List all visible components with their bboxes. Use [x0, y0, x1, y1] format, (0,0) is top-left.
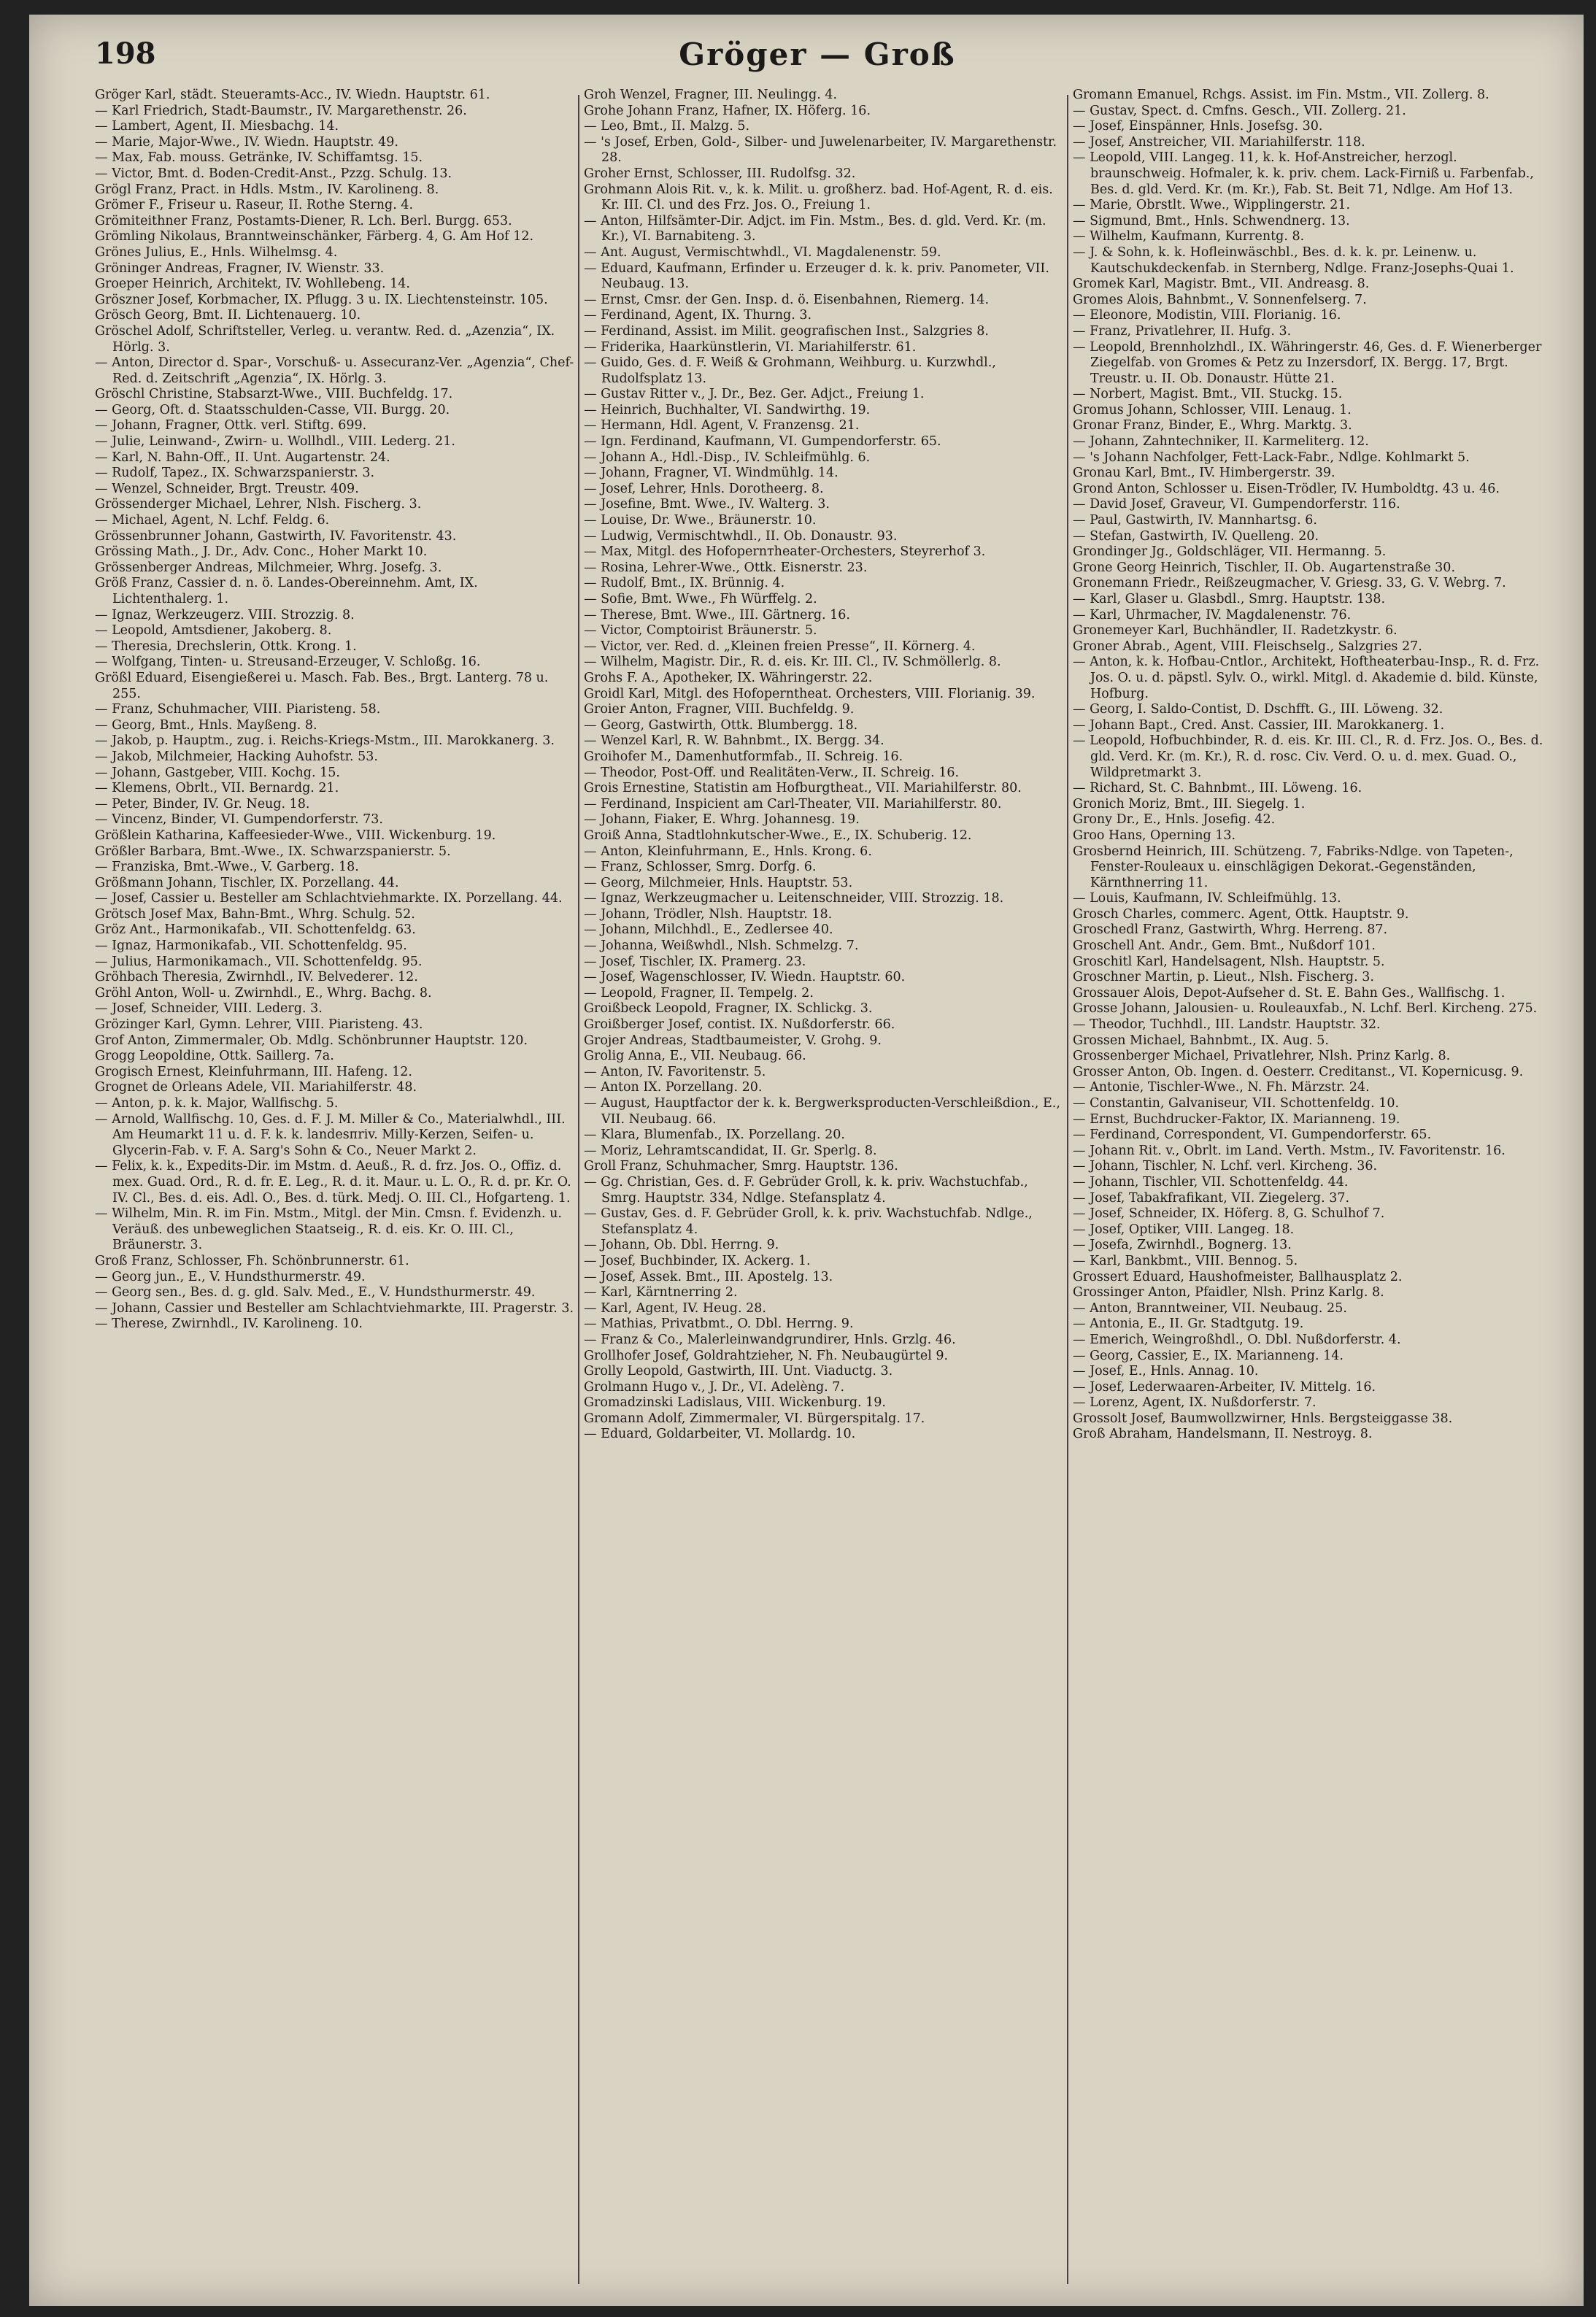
directory-entry: — Jakob, p. Hauptm., zug. i. Reichs-Kriegs-Mstm., III. Marokkanerg. 3. [95, 733, 555, 749]
directory-entry: Gromus Johann, Schlosser, VIII. Lenaug. 1. [1073, 402, 1352, 417]
directory-entry: — Anton, p. k. k. Major, Wallfischg. 5. [95, 1096, 339, 1111]
directory-entry: Grözinger Karl, Gymn. Lehrer, VIII. Piaristeng. 43. [95, 1017, 423, 1033]
directory-entry: — Johann A., Hdl.-Disp., IV. Schleifmühlg. 6. [584, 450, 871, 465]
page-number: 198 [95, 36, 156, 71]
directory-entry: — Klemens, Obrlt., VII. Bernardg. 21. [95, 781, 339, 796]
directory-entry: Grössenberger Andreas, Milchmeier, Whrg. Josefg. 3. [95, 560, 442, 575]
directory-entry: — Josef, Assek. Bmt., III. Apostelg. 13. [584, 1269, 833, 1284]
directory-entry: — Wilhelm, Kaufmann, Kurrentg. 8. [1073, 229, 1305, 244]
directory-entry: — Johann, Gastgeber, VIII. Kochg. 15. [95, 765, 340, 780]
directory-entry: — Georg, I. Saldo-Contist, D. Dschfft. G., III. Löweng. 32. [1073, 702, 1443, 717]
directory-entry: — Rosina, Lehrer-Wwe., Ottk. Eisnerstr. 23. [584, 560, 868, 575]
directory-entry: — Leo, Bmt., II. Malzg. 5. [584, 119, 750, 134]
directory-entry: — Josef, Schneider, IX. Höferg. 8, G. Schulhof 7. [1073, 1206, 1385, 1222]
directory-entry: — Hermann, Hdl. Agent, V. Franzensg. 21. [584, 418, 860, 433]
directory-entry: Gronemeyer Karl, Buchhändler, II. Radetzkystr. 6. [1073, 623, 1398, 639]
directory-entry: — Therese, Zwirnhdl., IV. Karolineng. 10. [95, 1316, 363, 1332]
directory-entry: — Peter, Binder, IV. Gr. Neug. 18. [95, 796, 310, 811]
directory-entry: — Wilhelm, Min. R. im Fin. Mstm., Mitgl. der Min. Cmsn. f. Evidenzh. u. Veräuß. des unbeweglichen Staatseig., R. d. eis. Kr. O. III. Cl., Bräunerstr. 3. [95, 1206, 562, 1253]
directory-entry: — Georg, Oft. d. Staatsschulden-Casse, VII. Burgg. 20. [95, 402, 450, 417]
directory-entry: Grossen Michael, Bahnbmt., IX. Aug. 5. [1073, 1033, 1329, 1048]
directory-entry: — Ferdinand, Correspondent, VI. Gumpendorferstr. 65. [1073, 1127, 1432, 1143]
directory-entry: — Leopold, Fragner, II. Tempelg. 2. [584, 985, 814, 1001]
directory-entry: Grömiteithner Franz, Postamts-Diener, R. Lch. Berl. Burgg. 653. [95, 213, 512, 228]
directory-entry: — Johann, Tischler, VII. Schottenfeldg. 44. [1073, 1174, 1349, 1190]
directory-entry: Gromann Adolf, Zimmermaler, VI. Bürgerspitalg. 17. [584, 1411, 925, 1426]
directory-entry: — Anton, IV. Favoritenstr. 5. [584, 1064, 766, 1079]
directory-entry: — Max, Fab. mouss. Getränke, IV. Schiffamtsg. 15. [95, 150, 423, 166]
directory-entry: — Paul, Gastwirth, IV. Mannhartsg. 6. [1073, 513, 1317, 528]
directory-entry: Groß Abraham, Handelsmann, II. Nestroyg. 8. [1073, 1427, 1373, 1442]
directory-entry: — Leopold, Hofbuchbinder, R. d. eis. Kr. III. Cl., R. d. Frz. Jos. O., Bes. d. gld. Verd. Kr. (m. Kr.), R. d. rosc. Civ. Verd. O. u. d. mex. Guad. O., Wildpretmarkt 3. [1073, 733, 1543, 780]
directory-entry: Grohe Johann Franz, Hafner, IX. Höferg. 16. [584, 103, 871, 118]
directory-entry: — Franz, Privatlehrer, II. Hufg. 3. [1073, 323, 1292, 339]
directory-entry: Grötsch Josef Max, Bahn-Bmt., Whrg. Schulg. 52. [95, 906, 415, 922]
directory-entry: Grogg Leopoldine, Ottk. Saillerg. 7a. [95, 1049, 334, 1064]
directory-entry: — Constantin, Galvaniseur, VII. Schottenfeldg. 10. [1073, 1096, 1400, 1111]
directory-entry: — Franziska, Bmt.-Wwe., V. Garberg. 18. [95, 860, 359, 875]
directory-entry: — Richard, St. C. Bahnbmt., III. Löweng. 16. [1073, 781, 1362, 796]
directory-entry: — Karl, Agent, IV. Heug. 28. [584, 1300, 766, 1316]
directory-entry: Grossinger Anton, Pfaidler, Nlsh. Prinz Karlg. 8. [1073, 1285, 1384, 1300]
directory-entry: Groißberger Josef, contist. IX. Nußdorferstr. 66. [584, 1017, 895, 1033]
directory-entry: — Ignaz, Werkzeugerz. VIII. Strozzig. 8. [95, 607, 355, 622]
page-title: Gröger — Groß [679, 36, 956, 72]
directory-entry: Größ Franz, Cassier d. n. ö. Landes-Obereinnehm. Amt, IX. Lichtenthalerg. 1. [95, 576, 478, 606]
directory-entry: — Josef, Cassier u. Besteller am Schlachtviehmarkte. IX. Porzellang. 44. [95, 891, 563, 906]
directory-entry: Gromann Emanuel, Rchgs. Assist. im Fin. Mstm., VII. Zollerg. 8. [1073, 88, 1489, 102]
directory-entry: — Georg, Gastwirth, Ottk. Blumbergg. 18. [584, 717, 858, 733]
directory-entry: — Lambert, Agent, II. Miesbachg. 14. [95, 119, 339, 134]
directory-entry: — Josef, Schneider, VIII. Lederg. 3. [95, 1001, 323, 1017]
directory-entry: — Emerich, Weingroßhdl., O. Dbl. Nußdorferstr. 4. [1073, 1332, 1401, 1347]
directory-entry: — Karl, Glaser u. Glasbdl., Smrg. Hauptstr. 138. [1073, 592, 1386, 606]
directory-entry: — Josef, Einspänner, Hnls. Josefsg. 30. [1073, 119, 1323, 134]
directory-entry: — Michael, Agent, N. Lchf. Feldg. 6. [95, 513, 330, 528]
directory-entry: — Josef, E., Hnls. Annag. 10. [1073, 1364, 1259, 1379]
directory-entry: — Klara, Blumenfab., IX. Porzellang. 20. [584, 1127, 845, 1143]
directory-page [29, 15, 1584, 2306]
directory-entry: — Guido, Ges. d. F. Weiß & Grohmann, Weihburg. u. Kurzwhdl., Rudolfsplatz 13. [584, 355, 996, 386]
directory-entry: Groiß Anna, Stadtlohnkutscher-Wwe., E., IX. Schuberig. 12. [584, 828, 972, 843]
directory-entry: — J. & Sohn, k. k. Hofleinwäschbl., Bes. d. k. k. pr. Leinenw. u. Kautschukdeckenfab. in Sternberg, Ndlge. Franz-Josephs-Quai 1. [1073, 244, 1514, 276]
directory-entry: Gröz Ant., Harmonikafab., VII. Schottenfeldg. 63. [95, 922, 416, 938]
directory-entry: — Max, Mitgl. des Hofopernтheater-Orchesters, Steyrerhof 3. [584, 544, 986, 560]
directory-entry: — Ernst, Cmsr. der Gen. Insp. d. ö. Eisenbahnen, Riemerg. 14. [584, 292, 990, 307]
directory-entry: — Leopold, Brennholzhdl., IX. Währingerstr. 46, Ges. d. F. Wienerberger Ziegelfab. von Gromes & Petz zu Inzersdorf, IX. Bergg. 17, Brgt. Treustr. u. II. Ob. Donaustr. Hütte 21. [1073, 339, 1542, 386]
directory-entry: — Anton, Branntweiner, VII. Neubaug. 25. [1073, 1300, 1347, 1316]
directory-entry: Gröninger Andreas, Fragner, IV. Wienstr. 33. [95, 261, 385, 276]
directory-entry: Grosse Johann, Jalousien- u. Rouleauxfab., N. Lchf. Berl. Kircheng. 275. [1073, 1001, 1538, 1017]
directory-entry: Grolly Leopold, Gastwirth, III. Unt. Viaductg. 3. [584, 1364, 893, 1379]
directory-entry: Grolmann Hugo v., J. Dr., VI. Adelèng. 7. [584, 1379, 845, 1395]
directory-entry: Grössing Math., J. Dr., Adv. Conc., Hoher Markt 10. [95, 544, 428, 560]
directory-entry: — Victor, ver. Red. d. „Kleinen freien Presse“, II. Körnerg. 4. [584, 639, 976, 654]
directory-entry: — Ernst, Buchdrucker-Faktor, IX. Marianneng. 19. [1073, 1111, 1400, 1127]
directory-entry: — Karl Friedrich, Stadt-Baumstr., IV. Margarethenstr. 26. [95, 103, 467, 118]
directory-entry: — Ign. Ferdinand, Kaufmann, VI. Gumpendorferstr. 65. [584, 434, 941, 450]
directory-entry: Groihofer M., Damenhutformfab., II. Schreig. 16. [584, 749, 903, 764]
directory-entry: — Anton, Hilfsämter-Dir. Adjct. im Fin. Mstm., Bes. d. gld. Verd. Kr. (m. Kr.), VI. Barnabiteng. 3. [584, 213, 1046, 244]
directory-entry: Groll Franz, Schuhmacher, Smrg. Hauptstr. 136. [584, 1159, 898, 1174]
directory-entry: Groo Hans, Operning 13. [1073, 828, 1236, 843]
directory-entry: Groner Abrab., Agent, VIII. Fleischselg., Salzgries 27. [1073, 639, 1422, 654]
directory-entry: — Eleonore, Modistin, VIII. Florianig. 16. [1073, 308, 1341, 323]
directory-entry: — Rudolf, Bmt., IX. Brünnig. 4. [584, 576, 785, 591]
directory-entry: — Josef, Tabakfrafikant, VII. Ziegelerg. 37. [1073, 1190, 1350, 1206]
directory-entry: — Theodor, Post-Off. und Realitäten-Verw., II. Schreig. 16. [584, 765, 960, 780]
directory-entry: Grösch Georg, Bmt. II. Lichtenauerg. 10. [95, 308, 361, 323]
column-3 [1073, 88, 1554, 2291]
directory-entry: Gröhbach Theresia, Zwirnhdl., IV. Belvederег. 12. [95, 970, 418, 985]
directory-entry: Grogisch Ernest, Kleinfuhrmann, III. Hafeng. 12. [95, 1064, 412, 1079]
directory-entry: Grömer F., Friseur u. Raseur, II. Rothe Sterng. 4. [95, 198, 414, 213]
directory-entry: — Josefine, Bmt. Wwe., IV. Walterg. 3. [584, 497, 830, 512]
directory-entry: — Johann, Fragner, Ottk. verl. Stiftg. 699. [95, 418, 367, 433]
directory-entry: Groh Wenzel, Fragner, III. Neulingg. 4. [584, 88, 838, 102]
directory-entry: — Therese, Bmt. Wwe., III. Gärtnerg. 16. [584, 607, 850, 622]
directory-entry: Grossenberger Michael, Privatlehrer, Nlsh. Prinz Karlg. 8. [1073, 1049, 1451, 1064]
directory-entry: — Karl, Uhrmacher, IV. Magdalenenstr. 76. [1073, 607, 1352, 622]
directory-entry: Gronau Karl, Bmt., IV. Himbergerstr. 39. [1073, 466, 1335, 481]
directory-entry: — Johann, Fragner, VI. Windmühlg. 14. [584, 466, 839, 481]
directory-entry: Groschner Martin, p. Lieut., Nlsh. Fischerg. 3. [1073, 970, 1374, 985]
directory-entry: — Anton IX. Porzellang. 20. [584, 1080, 763, 1095]
directory-entry: Grony Dr., E., Hnls. Josefig. 42. [1073, 812, 1276, 828]
directory-entry: — Josef, Anstreicher, VII. Mariahilferstr. 118. [1073, 134, 1365, 150]
directory-entry: Größmann Johann, Tischler, IX. Porzellang. 44. [95, 875, 399, 890]
directory-entry: — Jakob, Milchmeier, Hacking Auhofstr. 53. [95, 749, 378, 764]
directory-entry: — Ant. August, Vermischtwhdl., VI. Magdalenenstr. 59. [584, 244, 941, 260]
directory-entry: Grone Georg Heinrich, Tischler, II. Ob. Augartenstraße 30. [1073, 560, 1456, 575]
directory-entry: — Julius, Harmonikamach., VII. Schottenfeldg. 95. [95, 954, 423, 969]
directory-entry: — Georg jun., E., V. Hundsthurmerstr. 49. [95, 1269, 366, 1284]
directory-entry: — Leopold, Amtsdiener, Jakoberg. 8. [95, 623, 332, 639]
directory-entry: Grössenderger Michael, Lehrer, Nlsh. Fischerg. 3. [95, 497, 422, 512]
directory-entry: — Josef, Lehrer, Hnls. Dorotheerg. 8. [584, 481, 824, 496]
directory-entry: — Arnold, Wallfischg. 10, Ges. d. F. J. M. Miller & Co., Materialwhdl., III. Am Heumarkt 11 u. d. F. k. k. landesпriv. Milly-Kerzen, Seifen- u. Glycerin-Fab. v. F. A. Sarg's Sohn & Co., Neuer Markt 2. [95, 1111, 566, 1158]
directory-entry: — Lorenz, Agent, IX. Nußdorferstr. 7. [1073, 1395, 1316, 1411]
directory-entry: Groidl Karl, Mitgl. des Hofoperntheat. Orchesters, VIII. Florianig. 39. [584, 686, 1036, 701]
column-1 [95, 88, 577, 2291]
directory-entry: — Sofie, Bmt. Wwe., Fh Würffelg. 2. [584, 592, 817, 606]
column-2 [584, 88, 1065, 2291]
directory-entry: Groschitl Karl, Handelsagent, Nlsh. Hauptstr. 5. [1073, 954, 1385, 969]
directory-entry: Gronich Moriz, Bmt., III. Siegelg. 1. [1073, 796, 1306, 811]
directory-entry: — Marie, Obrstlt. Wwe., Wipplingerstr. 21. [1073, 198, 1351, 213]
directory-entry: — Gustav Ritter v., J. Dr., Bez. Ger. Adjct., Freiung 1. [584, 387, 925, 402]
directory-entry: Groher Ernst, Schlosser, III. Rudolfsg. 32. [584, 166, 856, 181]
directory-entry: Grössenbrunner Johann, Gastwirth, IV. Favoritenstr. 43. [95, 528, 457, 544]
directory-entry: Größler Barbara, Bmt.-Wwe., IX. Schwarzspanierstr. 5. [95, 844, 451, 859]
directory-entry: Grondinger Jg., Goldschläger, VII. Hermanng. 5. [1073, 544, 1387, 560]
directory-entry: — Anton, Director d. Spar-, Vorschuß- u. Assecuranz-Ver. „Agenzia“, Chef-Red. d. Zeitschrift „Agenzia“, IX. Hörlg. 3. [95, 355, 574, 386]
directory-entry: Grömling Nikolaus, Branntweinschänker, Färberg. 4, G. Am Hof 12. [95, 229, 534, 244]
directory-entry: — Norbert, Magist. Bmt., VII. Stuckg. 15. [1073, 387, 1343, 402]
directory-entry: Gromadzinski Ladislaus, VIII. Wickenburg. 19. [584, 1395, 886, 1411]
directory-entry: Gromek Karl, Magistr. Bmt., VII. Andreasg. 8. [1073, 277, 1370, 292]
directory-entry: Grossauer Alois, Depot-Aufseher d. St. E. Bahn Ges., Wallfischg. 1. [1073, 985, 1506, 1001]
directory-entry: — Ferdinand, Inspicient am Carl-Theater, VII. Mariahilferstr. 80. [584, 796, 1002, 811]
directory-entry: Grolig Anna, E., VII. Neubaug. 66. [584, 1049, 806, 1064]
directory-entry: — Vincenz, Binder, VI. Gumpendorferstr. 73. [95, 812, 383, 828]
directory-entry: — Antonia, E., II. Gr. Stadtgutg. 19. [1073, 1316, 1304, 1332]
directory-entry: Gröschel Adolf, Schriftsteller, Verleg. u. verantw. Red. d. „Azenzia“, IX. Hörlg. 3. [95, 323, 555, 355]
directory-entry: — Georg sen., Bes. d. g. gld. Salv. Med., E., V. Hundsthurmerstr. 49. [95, 1285, 536, 1300]
directory-entry: — Gustav, Spect. d. Cmfns. Gesch., VII. Zollerg. 21. [1073, 103, 1406, 118]
directory-entry: Gromes Alois, Bahnbmt., V. Sonnenfelserg. 7. [1073, 292, 1367, 307]
directory-entry: — Felix, k. k., Expedits-Dir. im Mstm. d. Aeuß., R. d. frz. Jos. O., Offiz. d. mex. Guad. Ord., R. d. fr. E. Leg., R. d. it. Maur. u. L. O., R. d. pr. Kr. O. IV. Cl., Bes. d. eis. Adl. O., Bes. d. türk. Medj. O. III. Cl., Hofgarteng. 1. [95, 1159, 571, 1206]
directory-entry: — Julie, Leinwand-, Zwirn- u. Wollhdl., VIII. Lederg. 21. [95, 434, 455, 450]
directory-entry: — Antonie, Tischler-Wwe., N. Fh. Märzstr. 24. [1073, 1080, 1370, 1095]
directory-entry: — Georg, Bmt., Hnls. Mayßeng. 8. [95, 717, 317, 733]
directory-entry: Grossert Eduard, Haushofmeister, Ballhausplatz 2. [1073, 1269, 1403, 1284]
directory-entry: — Karl, N. Bahn-Off., II. Unt. Augartenstr. 24. [95, 450, 390, 465]
directory-entry: — David Josef, Graveur, VI. Gumpendorferstr. 116. [1073, 497, 1400, 512]
directory-entry: Größl Eduard, Eisengießerei u. Masch. Fab. Bes., Brgt. Lanterg. 78 u. 255. [95, 670, 549, 701]
directory-entry: — Wolfgang, Tinten- u. Streusand-Erzeuger, V. Schloßg. 16. [95, 655, 481, 670]
directory-entry: — Johann, Fiaker, E. Whrg. Johannesg. 19. [584, 812, 860, 828]
directory-entry: — Theresia, Drechslerin, Ottk. Krong. 1. [95, 639, 357, 654]
directory-entry: Gröszner Josef, Korbmacher, IX. Pflugg. 3 u. IX. Liechtensteinstr. 105. [95, 292, 548, 307]
directory-entry: Grognet de Orleans Adele, VII. Mariahilferstr. 48. [95, 1080, 417, 1095]
directory-entry: — Franz & Co., Malerleinwandgrundirer, Hnls. Grzlg. 46. [584, 1332, 956, 1347]
directory-entry: — Eduard, Kaufmann, Erfinder u. Erzeuger d. k. k. priv. Panometer, VII. Neubaug. 13. [584, 261, 1049, 292]
directory-entry: — Victor, Comptoirist Bräunerstr. 5. [584, 623, 817, 639]
directory-entry: — 's Johann Nachfolger, Fett-Lack-Fabr., Ndlge. Kohlmarkt 5. [1073, 450, 1470, 465]
directory-entry: Grosbernd Heinrich, III. Schützeng. 7, Fabriks-Ndlge. von Tapeten-, Fenster-Rouleaux u. einschlägigen Dekorat.-Gegenständen, Kärnthnerring 11. [1073, 844, 1514, 890]
directory-entry: — Anton, Kleinfuhrmann, E., Hnls. Krong. 6. [584, 844, 872, 859]
directory-entry: — Heinrich, Buchhalter, VI. Sandwirthg. 19. [584, 402, 871, 417]
directory-entry: — Wenzel Karl, R. W. Bahnbmt., IX. Bergg. 34. [584, 733, 884, 749]
directory-entry: — Leopold, VIII. Langeg. 11, k. k. Hof-Anstreicher, herzogl. braunschweig. Hofmaler, k. k. priv. chem. Lack-Firniß u. Farbenfab., Bes. d. gld. Verd. Kr. (m. Kr.), Fab. St. Beit 71, Ndlge. Am Hof 13. [1073, 150, 1534, 197]
directory-entry: Groß Franz, Schlosser, Fh. Schönbrunnerstr. 61. [95, 1253, 409, 1268]
directory-entry: — Franz, Schlosser, Smrg. Dorfg. 6. [584, 860, 817, 875]
directory-entry: Grohmann Alois Rit. v., k. k. Milit. u. großherz. bad. Hof-Agent, R. d. eis. Kr. III. Cl. und des Frz. Jos. O., Freiung 1. [584, 182, 1053, 213]
directory-entry: Groschedl Franz, Gastwirth, Whrg. Herreng. 87. [1073, 922, 1388, 938]
directory-entry: — Ferdinand, Assist. im Milit. geografischen Inst., Salzgries 8. [584, 323, 989, 339]
directory-entry: — Eduard, Goldarbeiter, VI. Mollardg. 10. [584, 1427, 856, 1442]
directory-entry: — Louis, Kaufmann, IV. Schleifmühlg. 13. [1073, 891, 1341, 906]
directory-entry: Grosch Charles, commerc. Agent, Ottk. Hauptstr. 9. [1073, 906, 1409, 922]
directory-entry: Grönes Julius, E., Hnls. Wilhelmsg. 4. [95, 244, 338, 260]
directory-entry: — Anton, k. k. Hofbau-Cntlor., Architekt, Hoftheaterbau-Insp., R. d. Frz. Jos. O. u. d. päpstl. Sylv. O., wirkl. Mitgl. d. Akademie d. bild. Künste, Hofburg. [1073, 655, 1540, 701]
directory-entry: — Johanna, Weißwhdl., Nlsh. Schmelzg. 7. [584, 938, 859, 954]
directory-entry: — Johann, Milchhdl., E., Zedlersee 40. [584, 922, 833, 938]
directory-entry: — Johann, Trödler, Nlsh. Hauptstr. 18. [584, 906, 833, 922]
directory-entry: — Karl, Bankbmt., VIII. Bennog. 5. [1073, 1253, 1298, 1268]
directory-entry: — Theodor, Tuchhdl., III. Landstr. Hauptstr. 32. [1073, 1017, 1381, 1033]
directory-entry: — Ferdinand, Agent, IX. Thurng. 3. [584, 308, 812, 323]
directory-entry: — Josef, Lederwaaren-Arbeiter, IV. Mittelg. 16. [1073, 1379, 1376, 1395]
directory-entry: — Johann, Tischler, N. Lchf. verl. Kircheng. 36. [1073, 1159, 1378, 1174]
directory-entry: Grosser Anton, Ob. Ingen. d. Oesterr. Creditanst., VI. Kopernicusg. 9. [1073, 1064, 1524, 1079]
directory-entry: — Stefan, Gastwirth, IV. Quelleng. 20. [1073, 528, 1319, 544]
directory-entry: — Victor, Bmt. d. Boden-Credit-Anst., Pzzg. Schulg. 13. [95, 166, 452, 181]
directory-entry: Größlein Katharina, Kaffeesieder-Wwe., VIII. Wickenburg. 19. [95, 828, 496, 843]
directory-entry: — Franz, Schuhmacher, VIII. Piaristeng. 58. [95, 702, 381, 717]
directory-entry: — Louise, Dr. Wwe., Bräunerstr. 10. [584, 513, 817, 528]
directory-entry: — Gustav, Ges. d. F. Gebrüder Groll, k. k. priv. Wachstuchfab. Ndlge., Stefansplatz 4. [584, 1206, 1033, 1237]
directory-entry: — 's Josef, Erben, Gold-, Silber- und Juwelenarbeiter, IV. Margarethenstr. 28. [584, 134, 1057, 166]
directory-entry: Grois Ernestine, Statistin am Hofburgtheat., VII. Mariahilferstr. 80. [584, 781, 1022, 796]
directory-entry: — Johann, Zahntechniker, II. Karmeliterg. 12. [1073, 434, 1369, 450]
directory-entry: Groier Anton, Fragner, VIII. Buchfeldg. 9. [584, 702, 855, 717]
directory-entry: — Karl, Kärntnerring 2. [584, 1285, 738, 1300]
directory-entry: — Mathias, Privatbmt., O. Dbl. Herrng. 9. [584, 1316, 854, 1332]
directory-entry: — Josef, Optiker, VIII. Langeg. 18. [1073, 1222, 1295, 1237]
directory-entry: Gronar Franz, Binder, E., Whrg. Marktg. 3. [1073, 418, 1352, 433]
directory-entry: Groschell Ant. Andr., Gem. Bmt., Nußdorf 101. [1073, 938, 1376, 954]
directory-entry: Grossolt Josef, Baumwollzwirner, Hnls. Bergsteiggasse 38. [1073, 1411, 1453, 1426]
directory-entry: — Friderika, Haarkünstlerin, VI. Mariahilferstr. 61. [584, 339, 917, 355]
directory-entry: Groeper Heinrich, Architekt, IV. Wohllebeng. 14. [95, 277, 410, 292]
directory-entry: Groißbeck Leopold, Fragner, IX. Schlickg. 3. [584, 1001, 873, 1017]
directory-entry: — Wilhelm, Magistr. Dir., R. d. eis. Kr. III. Cl., IV. Schmöllerlg. 8. [584, 655, 1001, 670]
directory-entry: — Johann Bapt., Cred. Anst. Cassier, III. Marokkanerg. 1. [1073, 717, 1445, 733]
directory-entry: Grögl Franz, Pract. in Hdls. Mstm., IV. Karolineng. 8. [95, 182, 439, 197]
directory-entry: — Ludwig, Vermischtwhdl., II. Ob. Donaustr. 93. [584, 528, 898, 544]
directory-entry: Grojer Andreas, Stadtbaumeister, V. Grohg. 9. [584, 1033, 882, 1048]
directory-entry: — Moriz, Lehramtscandidat, II. Gr. Sperlg. 8. [584, 1143, 877, 1158]
directory-entry: — Ignaz, Harmonikafab., VII. Schottenfeldg. 95. [95, 938, 407, 954]
directory-entry: — August, Hauptfactor der k. k. Bergwerksproducten-Verschleißdion., E., VII. Neubaug. 66. [584, 1096, 1060, 1127]
directory-entry: Gronemann Friedr., Reißzeugmacher, V. Griesg. 33, G. V. Webrg. 7. [1073, 576, 1506, 591]
directory-entry: Grohs F. A., Apotheker, IX. Währingerstr. 22. [584, 670, 873, 685]
directory-entry: — Josefa, Zwirnhdl., Bognerg. 13. [1073, 1238, 1292, 1253]
directory-entry: — Marie, Major-Wwe., IV. Wiedn. Hauptstr. 49. [95, 134, 398, 150]
directory-entry: — Gg. Christian, Ges. d. F. Gebrüder Groll, k. k. priv. Wachstuchfab., Smrg. Hauptstr. 334, Ndlge. Stefansplatz 4. [584, 1174, 1028, 1206]
directory-entry: Grond Anton, Schlosser u. Eisen-Trödler, IV. Humboldtg. 43 u. 46. [1073, 481, 1500, 496]
directory-entry: Gröschl Christine, Stabsarzt-Wwe., VIII. Buchfeldg. 17. [95, 387, 453, 402]
directory-entry: — Georg, Milchmeier, Hnls. Hauptstr. 53. [584, 875, 853, 890]
directory-entry: Grollhofer Josef, Goldrahtzieher, N. Fh. Neubaugürtel 9. [584, 1348, 949, 1363]
directory-entry: — Johann Rit. v., Obrlt. im Land. Verth. Mstm., IV. Favoritenstr. 16. [1073, 1143, 1506, 1158]
directory-entry: — Rudolf, Tapez., IX. Schwarzspanierstr. 3. [95, 466, 375, 481]
directory-entry: — Ignaz, Werkzeugmacher u. Leitenschneider, VIII. Strozzig. 18. [584, 891, 1004, 906]
directory-entry: — Sigmund, Bmt., Hnls. Schwendnerg. 13. [1073, 213, 1350, 228]
directory-entry: — Georg, Cassier, E., IX. Marianneng. 14. [1073, 1348, 1344, 1363]
directory-entry: — Johann, Cassier und Besteller am Schlachtviehmarkte, III. Pragerstr. 3. [95, 1300, 574, 1316]
directory-entry: — Josef, Buchbinder, IX. Ackerg. 1. [584, 1253, 811, 1268]
directory-entry: — Johann, Ob. Dbl. Herrng. 9. [584, 1238, 779, 1253]
page-header [95, 36, 1540, 80]
directory-entry: — Josef, Tischler, IX. Pramerg. 23. [584, 954, 806, 969]
directory-entry: — Wenzel, Schneider, Brgt. Treustr. 409. [95, 481, 359, 496]
directory-entry: Gröhl Anton, Woll- u. Zwirnhdl., E., Whrg. Bachg. 8. [95, 985, 432, 1001]
directory-entry: — Josef, Wagenschlosser, IV. Wiedn. Hauptstr. 60. [584, 970, 906, 985]
directory-entry: Grof Anton, Zimmermaler, Ob. Mdlg. Schönbrunner Hauptstr. 120. [95, 1033, 528, 1048]
directory-entry: Gröger Karl, städt. Steueramts-Acc., IV. Wiedn. Hauptstr. 61. [95, 88, 490, 102]
columns [95, 88, 1547, 2291]
